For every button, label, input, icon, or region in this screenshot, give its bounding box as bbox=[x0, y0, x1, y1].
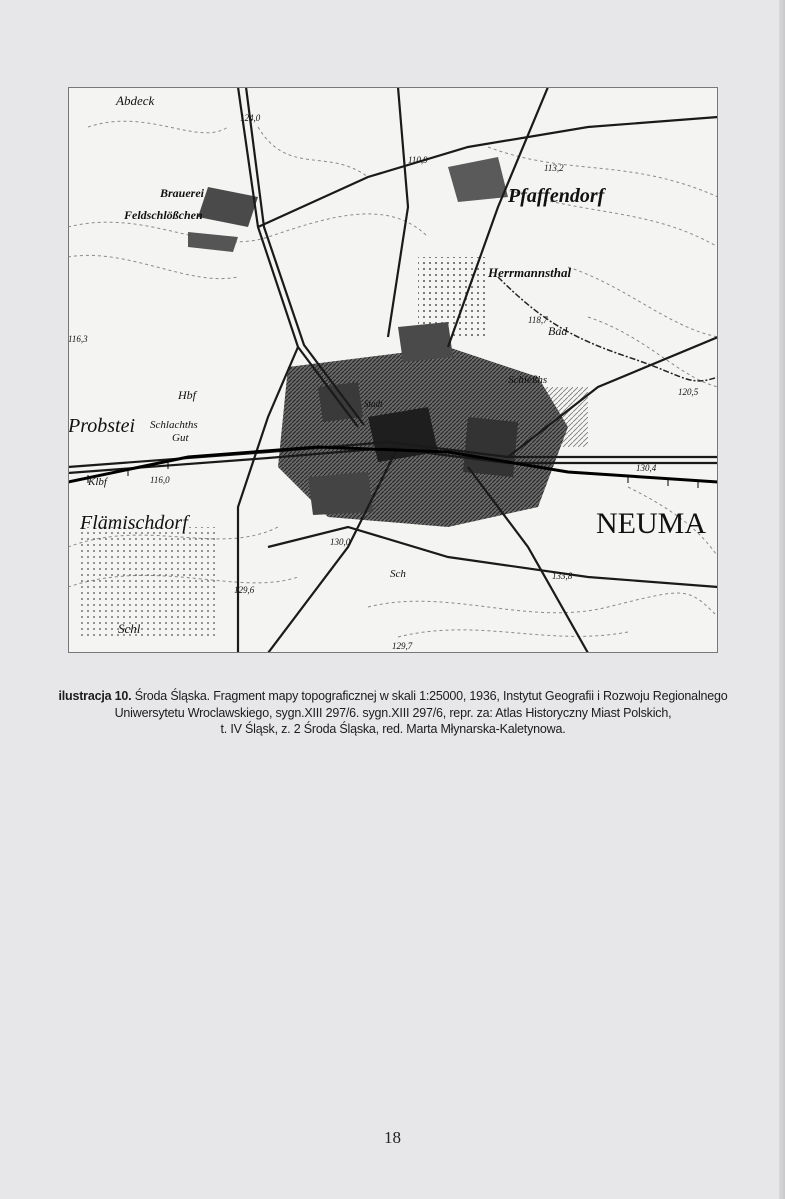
map-label-schiesshs: Schießhs bbox=[508, 374, 548, 386]
elevation-label: 133,8 bbox=[552, 571, 573, 581]
map-label-schl: Schl bbox=[118, 621, 141, 636]
woodland-patch bbox=[78, 527, 218, 637]
map-label-abdeck: Abdeck bbox=[116, 93, 155, 108]
caption-label: ilustracja 10. bbox=[58, 689, 132, 703]
page-edge bbox=[779, 0, 785, 1199]
elevation-label: 120,5 bbox=[678, 387, 699, 397]
figure-caption bbox=[40, 688, 746, 738]
map-label-neumarkt: NEUMA bbox=[596, 507, 706, 540]
map-label-klbf: Klbf bbox=[88, 476, 107, 488]
map-label-herrmannsthal: Herrmannsthal bbox=[488, 265, 572, 280]
page-number: 18 bbox=[384, 1128, 401, 1147]
map-label-flamischdorf: Flämischdorf bbox=[80, 512, 188, 534]
caption-line-1 bbox=[40, 688, 746, 705]
map-label-gut: Gut bbox=[172, 432, 189, 444]
elevation-label: 113,2 bbox=[544, 163, 564, 173]
map-label-stadt: Stadt bbox=[364, 399, 383, 409]
stream bbox=[498, 277, 718, 381]
town-core bbox=[188, 157, 568, 527]
caption-line-3: t. IV Śląsk, z. 2 Środa Śląska, red. Marta Młynarska-Kaletynowa. bbox=[220, 722, 566, 736]
caption-line-2: Uniwersytetu Wroclawskiego, sygn.XIII 297/6. sygn.XIII 297/6, repr. za: Atlas Historyczny Miast Polskich, bbox=[114, 705, 672, 720]
map-drawing bbox=[68, 87, 718, 653]
elevation-label: 130,0 bbox=[330, 537, 351, 547]
elevation-label: 116,0 bbox=[150, 475, 170, 485]
map-label-hbf: Hbf bbox=[178, 388, 196, 402]
elevation-label: 129,6 bbox=[234, 585, 255, 595]
map-label-schlachthof: Schlachths bbox=[150, 419, 198, 431]
map-label-sch: Sch bbox=[390, 568, 406, 580]
map-label-pfaffendorf: Pfaffendorf bbox=[508, 185, 605, 207]
elevation-label: 110,9 bbox=[408, 155, 428, 165]
map-label-probstei: Probstei bbox=[68, 415, 136, 437]
topographic-map-figure bbox=[68, 87, 718, 653]
elevation-label: 130,4 bbox=[636, 463, 657, 473]
elevation-label: 129,7 bbox=[392, 641, 413, 651]
elevation-label: 116,3 bbox=[68, 334, 88, 344]
map-label-feldschlosschen: Feldschlößchen bbox=[124, 208, 203, 222]
elevation-label: 118,7 bbox=[528, 315, 548, 325]
caption-text-1: Środa Śląska. Fragment mapy topograficznej w skali 1:25000, 1936, Instytut Geografii i Rozwoju Regionalnego bbox=[131, 689, 728, 703]
map-label-bad: Bad bbox=[548, 324, 568, 338]
elevation-label: 124,0 bbox=[240, 113, 261, 123]
map-label-brauerei: Brauerei bbox=[160, 186, 205, 200]
